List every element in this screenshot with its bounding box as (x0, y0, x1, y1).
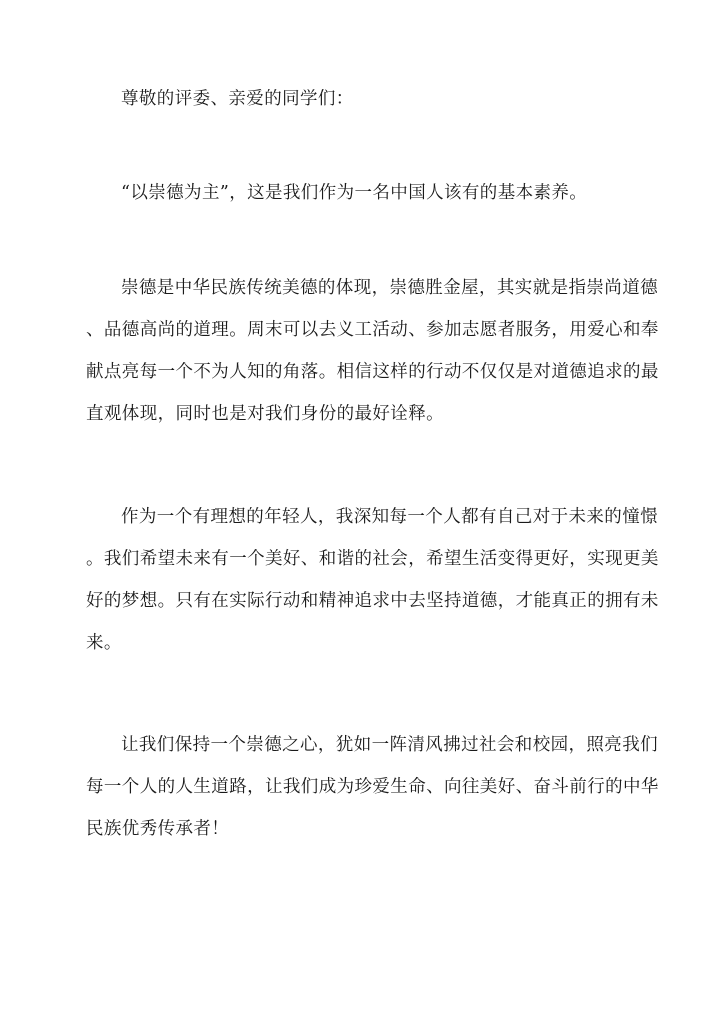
paragraph-line: 崇德是中华民族传统美德的体现，崇德胜金屋，其实就是指崇尚道德 (121, 278, 658, 298)
paragraph-line: 。我们希望未来有一个美好、和谐的社会，希望生活变得更好，实现更美 (86, 549, 659, 569)
paragraph-line: 好的梦想。只有在实际行动和精神追求中去坚持道德，才能真正的拥有未 (86, 591, 659, 611)
paragraph-1 (86, 172, 638, 214)
paragraph-line: 作为一个有理想的年轻人，我深知每一个人都有自己对于未来的憧憬 (121, 507, 658, 527)
salutation (86, 78, 638, 120)
paragraph-4 (86, 724, 659, 850)
paragraph-3 (86, 496, 659, 664)
paragraph-line: 直观体现，同时也是对我们身份的最好诠释。 (86, 404, 444, 424)
salutation-line: 尊敬的评委、亲爱的同学们： (121, 89, 354, 109)
paragraph-line: 民族优秀传承者！ (86, 819, 230, 839)
paragraph-line: 让我们保持一个崇德之心，犹如一阵清风拂过社会和校园，照亮我们 (121, 735, 658, 755)
paragraph-2 (86, 267, 659, 435)
paragraph-line: 、品德高尚的道理。周末可以去义工活动、参加志愿者服务，用爱心和奉 (86, 320, 659, 340)
paragraph-line: 来。 (86, 633, 122, 653)
paragraph-line: “以崇德为主”，这是我们作为一名中国人该有的基本素养。 (121, 183, 588, 203)
paragraph-line: 献点亮每一个不为人知的角落。相信这样的行动不仅仅是对道德追求的最 (86, 362, 659, 382)
paragraph-line: 每一个人的人生道路，让我们成为珍爱生命、向往美好、奋斗前行的中华 (86, 777, 659, 797)
